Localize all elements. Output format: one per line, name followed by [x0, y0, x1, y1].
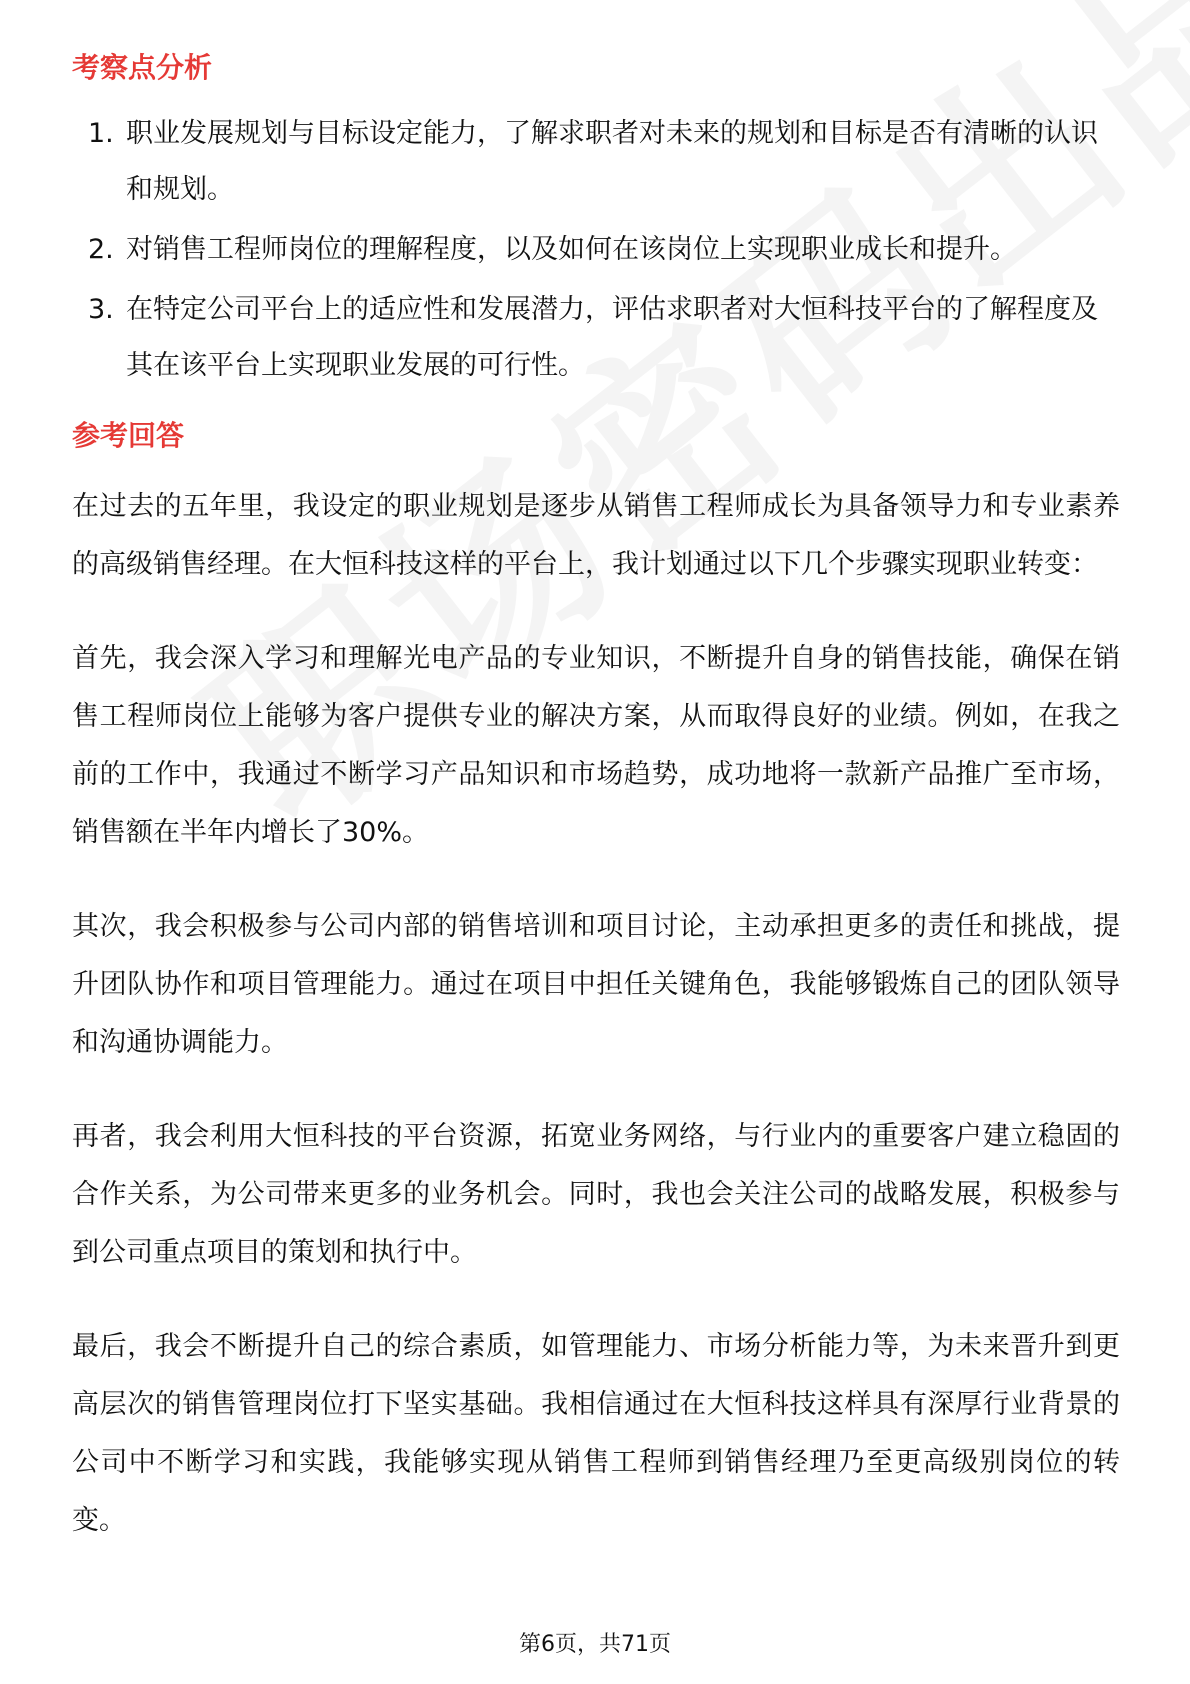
- list-item-text: 对销售工程师岗位的理解程度，以及如何在该岗位上实现职业成长和提升。: [126, 234, 1017, 265]
- answer-paragraph: 首先，我会深入学习和理解光电产品的专业知识，不断提升自身的销售技能，确保在销售工程师岗位上能够为客户提供专业的解决方案，从而取得良好的业绩。例如，在我之前的工作中，我通过不断学习产品知识和市场趋势，成功地将一款新产品推广至市场，销售额在半年内增长了30%。: [72, 643, 1120, 848]
- answer-paragraph: 再者，我会利用大恒科技的平台资源，拓宽业务网络，与行业内的重要客户建立稳固的合作关系，为公司带来更多的业务机会。同时，我也会关注公司的战略发展，积极参与到公司重点项目的策划和执行中。: [72, 1121, 1120, 1268]
- page-number-footer: 第6页，共71页: [519, 1632, 671, 1657]
- list-item: [72, 222, 1120, 278]
- list-item: [72, 282, 1120, 394]
- list-item-text: 职业发展规划与目标设定能力，了解求职者对未来的规划和目标是否有清晰的认识和规划。: [126, 118, 1098, 205]
- page-content: [72, 48, 1120, 1586]
- analysis-points-list: [72, 106, 1120, 394]
- answer-paragraph: 在过去的五年里，我设定的职业规划是逐步从销售工程师成长为具备领导力和专业素养的高级销售经理。在大恒科技这样的平台上，我计划通过以下几个步骤实现职业转变：: [72, 491, 1120, 580]
- answer-paragraph: 其次，我会积极参与公司内部的销售培训和项目讨论，主动承担更多的责任和挑战，提升团队协作和项目管理能力。通过在项目中担任关键角色，我能够锻炼自己的团队领导和沟通协调能力。: [72, 911, 1120, 1058]
- list-item: [72, 106, 1120, 218]
- list-item-number: 3.: [88, 294, 114, 325]
- list-item-text: 在特定公司平台上的适应性和发展潜力，评估求职者对大恒科技平台的了解程度及其在该平台上实现职业发展的可行性。: [126, 294, 1098, 381]
- answer-paragraph: 最后，我会不断提升自己的综合素质，如管理能力、市场分析能力等，为未来晋升到更高层次的销售管理岗位打下坚实基础。我相信通过在大恒科技这样具有深厚行业背景的公司中不断学习和实践，我能够实现从销售工程师到销售经理乃至更高级别岗位的转变。: [72, 1331, 1120, 1536]
- section-title-analysis: 考察点分析: [72, 51, 213, 84]
- list-item-number: 1.: [88, 118, 114, 149]
- list-item-number: 2.: [88, 234, 114, 265]
- section-title-answer: 参考回答: [72, 419, 185, 452]
